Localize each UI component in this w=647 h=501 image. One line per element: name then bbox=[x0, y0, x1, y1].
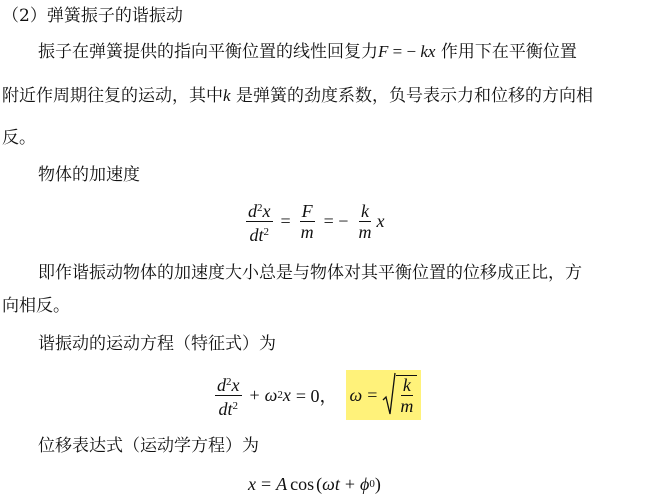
fraction-k-m-sqrt bbox=[398, 376, 415, 415]
text-segment: 振子在弹簧提供的指向平衡位置的线性回复力 bbox=[38, 42, 378, 62]
eq2-den-sup: 2 bbox=[232, 399, 238, 412]
eq1-m2: m bbox=[358, 221, 372, 242]
eq1-den-sup: 2 bbox=[263, 225, 269, 238]
square-root bbox=[382, 372, 417, 418]
fraction-F-m bbox=[299, 202, 316, 241]
fraction-d2x-dt2 bbox=[246, 199, 273, 244]
eq1-num-sup: 2 bbox=[257, 201, 263, 214]
eq1-num-x: x bbox=[262, 200, 271, 221]
eq2-hl-omega: ω bbox=[349, 384, 363, 405]
equation-displacement bbox=[248, 470, 381, 498]
eq2-num-x: x bbox=[231, 374, 240, 395]
eq1-num-d: d bbox=[248, 200, 257, 221]
eq3-phi: ϕ bbox=[360, 473, 370, 494]
eq1-m: m bbox=[300, 221, 314, 242]
equals-minus: = − bbox=[388, 42, 421, 61]
equation-motion bbox=[212, 369, 421, 421]
paragraph-restoring-force-line2 bbox=[2, 84, 593, 108]
paragraph-restoring-force-line1 bbox=[38, 40, 577, 64]
eq1-equals: = bbox=[280, 210, 291, 231]
sqrt-radical-icon bbox=[382, 372, 396, 418]
eq3-A: A bbox=[276, 473, 288, 494]
eq1-den-dt: dt bbox=[249, 224, 264, 245]
eq3-t: t bbox=[334, 473, 340, 494]
eq2-sqrt-m: m bbox=[400, 396, 414, 416]
eq3-omega: ω bbox=[322, 473, 335, 494]
eq1-x: x bbox=[376, 210, 385, 231]
text-segment: 作用下在平衡位置 bbox=[435, 42, 577, 62]
eq3-lparen: ( bbox=[316, 473, 323, 494]
eq1-equals-minus: = − bbox=[323, 210, 349, 231]
equation-acceleration bbox=[243, 196, 384, 246]
var-k: k bbox=[223, 86, 231, 105]
paragraph-proportional-line2: 向相反。 bbox=[2, 296, 70, 316]
text-segment: 是弹簧的劲度系数，负号表示力和位移的方向相 bbox=[230, 86, 593, 106]
motion-equation-label: 谐振动的运动方程（特征式）为 bbox=[38, 334, 276, 354]
paragraph-proportional-line1: 即作谐振动物体的加速度大小总是与物体对其平衡位置的位移成正比，方 bbox=[38, 263, 582, 283]
eq2-den-dt: dt bbox=[218, 398, 233, 419]
eq1-k: k bbox=[360, 200, 369, 221]
text-segment: 附近作周期往复的运动，其中 bbox=[2, 86, 223, 106]
eq3-equals: = bbox=[261, 473, 272, 494]
eq2-equals-zero: = 0， bbox=[295, 386, 338, 406]
eq1-F: F bbox=[301, 200, 313, 221]
eq3-rparen: ) bbox=[374, 473, 381, 494]
section-heading: （2）弹簧振子的谐振动 bbox=[2, 6, 183, 26]
highlighted-omega-definition bbox=[346, 370, 422, 420]
eq2-plus: + bbox=[249, 384, 260, 405]
eq2-num-d: d bbox=[217, 374, 226, 395]
eq3-phi-sub: 0 bbox=[369, 478, 375, 490]
displacement-label: 位移表达式（运动学方程）为 bbox=[38, 436, 259, 456]
eq3-cos: cos bbox=[290, 473, 315, 494]
paragraph-restoring-force-line3: 反。 bbox=[2, 128, 36, 148]
eq3-plus: + bbox=[344, 473, 356, 494]
eq2-hl-equals: = bbox=[367, 384, 378, 405]
fraction-k-m bbox=[356, 202, 373, 241]
var-kx: kx bbox=[420, 42, 436, 61]
eq2-omega-sup: 2 bbox=[277, 389, 283, 401]
var-F: F bbox=[378, 42, 389, 61]
eq2-x: x bbox=[282, 384, 291, 405]
eq2-num-sup: 2 bbox=[226, 375, 232, 388]
fraction-d2x-dt2-b bbox=[215, 373, 242, 418]
eq3-x: x bbox=[248, 473, 256, 494]
eq2-omega: ω bbox=[264, 384, 278, 405]
acceleration-label: 物体的加速度 bbox=[38, 165, 140, 185]
eq2-sqrt-k: k bbox=[402, 375, 411, 395]
